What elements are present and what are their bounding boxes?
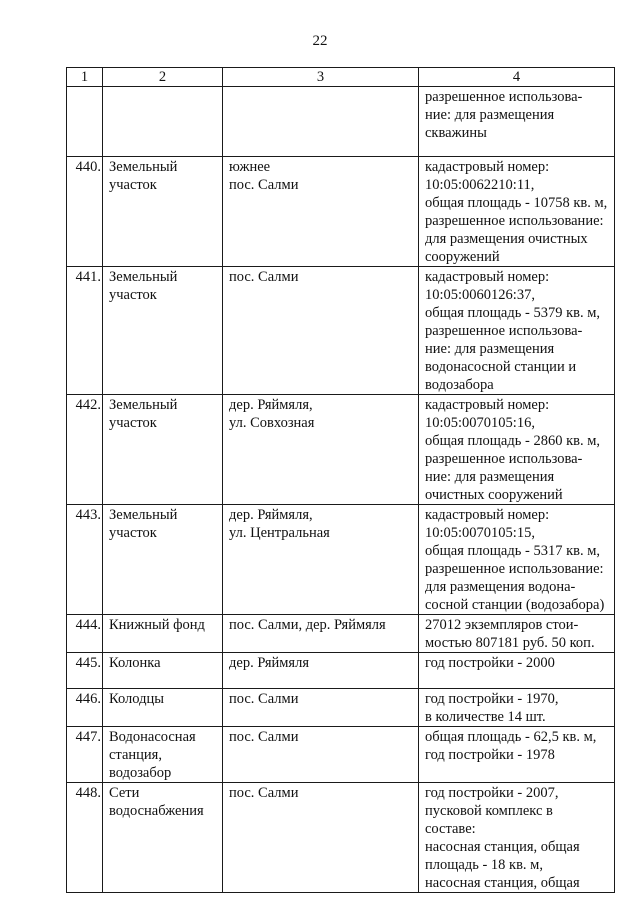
row-number: 445. (67, 653, 103, 689)
table-row (67, 505, 615, 615)
table-row (67, 653, 615, 689)
row-number: 447. (67, 727, 103, 783)
row-description: общая площадь - 62,5 кв. м, год постройки - 1978 (419, 727, 615, 783)
page-number: 22 (312, 33, 328, 49)
row-description: кадастровый номер: 10:05:0070105:16, общая площадь - 2860 кв. м, разрешенное использова- ние: для размещения очистных сооружений (419, 395, 615, 505)
table-row (67, 615, 615, 653)
row-number: 442. (67, 395, 103, 505)
table-body (67, 87, 615, 893)
row-description: кадастровый номер: 10:05:0062210:11, общая площадь - 10758 кв. м, разрешенное использование: для размещения очистных сооружений (419, 157, 615, 267)
row-location: пос. Салми (223, 727, 419, 783)
row-name: Колонка (103, 653, 223, 689)
column-header-description: 4 (419, 68, 615, 87)
row-name: Колодцы (103, 689, 223, 727)
row-location: дер. Ряймяля, ул. Центральная (223, 505, 419, 615)
row-description: 27012 экземпляров стои- мостью 807181 руб. 50 коп. (419, 615, 615, 653)
row-location: пос. Салми (223, 267, 419, 395)
row-number: 441. (67, 267, 103, 395)
row-location (223, 87, 419, 157)
row-location: пос. Салми (223, 783, 419, 893)
property-registry-table (66, 67, 615, 893)
row-number: 444. (67, 615, 103, 653)
table-row (67, 395, 615, 505)
table-row (67, 689, 615, 727)
table-row (67, 727, 615, 783)
row-number: 448. (67, 783, 103, 893)
row-description: кадастровый номер: 10:05:0070105:15, общая площадь - 5317 кв. м, разрешенное использование: для размещения водона- сосной станции (водозабора) (419, 505, 615, 615)
row-location: дер. Ряймяля, ул. Совхозная (223, 395, 419, 505)
row-location: южнее пос. Салми (223, 157, 419, 267)
table-row (67, 783, 615, 893)
row-description: год постройки - 1970, в количестве 14 шт. (419, 689, 615, 727)
row-description: разрешенное использова- ние: для размещения скважины (419, 87, 615, 157)
row-name: Земельный участок (103, 505, 223, 615)
table-row (67, 87, 615, 157)
row-description: год постройки - 2000 (419, 653, 615, 689)
row-description: кадастровый номер: 10:05:0060126:37, общая площадь - 5379 кв. м, разрешенное использова- ние: для размещения водонасосной станции и водозабора (419, 267, 615, 395)
column-header-number: 1 (67, 68, 103, 87)
table-row (67, 267, 615, 395)
column-header-location: 3 (223, 68, 419, 87)
row-name: Сети водоснабжения (103, 783, 223, 893)
row-name: Книжный фонд (103, 615, 223, 653)
row-name: Земельный участок (103, 395, 223, 505)
table-header (67, 68, 615, 87)
row-location: пос. Салми, дер. Ряймяля (223, 615, 419, 653)
row-number: 443. (67, 505, 103, 615)
table-row (67, 157, 615, 267)
row-description: год постройки - 2007, пусковой комплекс в составе: насосная станция, общая площадь - 18 кв. м, насосная станция, общая (419, 783, 615, 893)
row-name: Водонасосная станция, водозабор (103, 727, 223, 783)
row-name: Земельный участок (103, 157, 223, 267)
row-name (103, 87, 223, 157)
row-name: Земельный участок (103, 267, 223, 395)
column-header-name: 2 (103, 68, 223, 87)
header-row (67, 68, 615, 87)
row-number: 440. (67, 157, 103, 267)
row-location: дер. Ряймяля (223, 653, 419, 689)
row-number (67, 87, 103, 157)
row-location: пос. Салми (223, 689, 419, 727)
row-number: 446. (67, 689, 103, 727)
